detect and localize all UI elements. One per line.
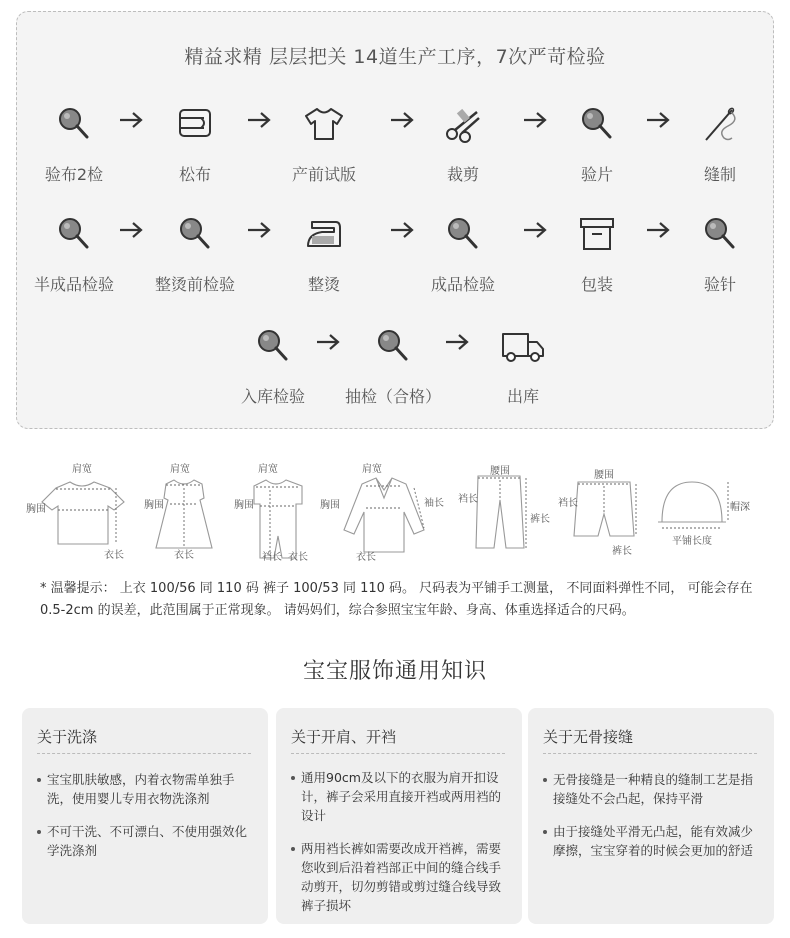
magnifier-icon	[443, 214, 483, 254]
step-label: 缝制	[703, 165, 736, 184]
card-bullet: 宝宝肌肤敏感，内着衣物需单独手洗，使用婴儿专用衣物洗涤剂	[37, 770, 259, 808]
card-openings	[276, 708, 522, 924]
step-label: 验针	[703, 275, 736, 294]
card-bullet: 两用裆长裤如需要改成开裆裤，需要您收到后沿着裆部正中间的缝合线手动剪开，切勿剪错或剪过缝合线导致裤子损坏	[291, 839, 513, 915]
step-label: 半成品检验	[33, 275, 114, 294]
tshirt-icon	[302, 104, 346, 144]
label-flat: 平铺长度	[672, 536, 712, 547]
label-waist: 腰围	[490, 466, 510, 477]
card-bullet: 不可干洗、不可漂白、不使用强效化学洗涤剂	[37, 822, 259, 860]
step-label: 抽检（合格）	[344, 387, 441, 406]
magnifier-icon	[577, 104, 617, 144]
size-diagrams	[26, 458, 766, 574]
magnifier-icon	[700, 214, 740, 254]
step-fabric-relax	[130, 104, 260, 185]
truck-icon	[500, 326, 546, 366]
knowledge-title: 宝宝服饰通用知识	[302, 659, 487, 684]
label-shoulder: 肩宽	[362, 464, 382, 475]
card-title: 关于无骨接缝	[543, 726, 757, 754]
step-needle-check	[655, 214, 785, 295]
label-length: 衣长	[104, 550, 124, 561]
label-shoulder: 肩宽	[72, 464, 92, 475]
card-title: 关于洗涤	[37, 726, 251, 754]
step-packing	[532, 214, 662, 295]
label-shoulder: 肩宽	[170, 464, 190, 475]
label-pant: 裤长	[530, 514, 550, 525]
magnifier-icon	[54, 214, 94, 254]
step-finished-inspection	[398, 214, 528, 295]
step-label: 整烫	[307, 275, 340, 294]
step-label: 整烫前检验	[154, 275, 235, 294]
magnifier-icon	[253, 326, 293, 366]
label-length: 衣长	[288, 552, 308, 563]
label-chest: 胸围	[234, 500, 254, 511]
step-sample	[259, 104, 389, 185]
card-bullet: 通用90cm及以下的衣服为肩开扣设计，裤子会采用直接开裆或两用裆的设计	[291, 768, 513, 825]
step-pre-ironing-inspection	[130, 214, 260, 295]
step-label: 裁剪	[446, 165, 479, 184]
label-crotch: 裆长	[458, 494, 478, 505]
label-chest: 胸围	[26, 504, 46, 515]
process-title: 精益求精 层层把关 14道生产工序，7次严苛检验	[184, 46, 606, 68]
label-length: 衣长	[174, 550, 194, 561]
card-bullet: 由于接缝处平滑无凸起，能有效减少摩擦，宝宝穿着的时候会更加的舒适	[543, 822, 765, 860]
step-piece-inspection	[532, 104, 662, 185]
needle-thread-icon	[700, 104, 740, 144]
step-label: 松布	[178, 165, 211, 184]
step-cutting	[398, 104, 528, 185]
scissors-icon	[443, 104, 483, 144]
step-sewing	[655, 104, 785, 185]
label-chest: 胸围	[320, 500, 340, 511]
label-shoulder: 肩宽	[258, 464, 278, 475]
step-label: 验布2检	[44, 165, 104, 184]
step-label: 入库检验	[240, 387, 305, 406]
step-label: 包装	[580, 275, 613, 294]
magnifier-icon	[373, 326, 413, 366]
label-waist: 腰围	[594, 470, 614, 481]
step-label: 产前试版	[291, 165, 356, 184]
step-label: 成品检验	[430, 275, 495, 294]
iron-icon	[302, 214, 346, 254]
magnifier-icon	[175, 214, 215, 254]
label-hat: 帽深	[730, 502, 750, 513]
card-seamless	[528, 708, 774, 924]
label-chest: 胸围	[144, 500, 164, 511]
step-spot-check	[328, 326, 458, 407]
box-icon	[577, 214, 617, 254]
process-panel	[16, 11, 774, 429]
step-label: 验片	[580, 165, 613, 184]
label-pant: 裤长	[612, 546, 632, 557]
label-length: 衣长	[356, 552, 376, 563]
label-crotch: 裆长	[558, 498, 578, 509]
size-note: * 温馨提示： 上衣 100/56 同 110 码 裤子 100/53 同 110 码。 尺码表为平铺手工测量， 不同面料弹性不同， 可能会存在 0.5-2cm 的误差，此范围属于正常现象。 请妈妈们，综合参照宝宝年龄、身高、体重选择适合的尺码。	[40, 581, 753, 618]
card-title: 关于开肩、开裆	[291, 726, 505, 754]
step-ironing	[259, 214, 389, 295]
fabric-roll-icon	[175, 104, 215, 144]
step-label: 出库	[506, 387, 539, 406]
card-washing	[22, 708, 268, 924]
card-bullet: 无骨接缝是一种精良的缝制工艺是指接缝处不会凸起，保持平滑	[543, 770, 765, 808]
magnifier-icon	[54, 104, 94, 144]
step-dispatch	[458, 326, 588, 407]
label-crotch: 裆长	[262, 552, 282, 563]
label-sleeve: 袖长	[424, 498, 444, 509]
